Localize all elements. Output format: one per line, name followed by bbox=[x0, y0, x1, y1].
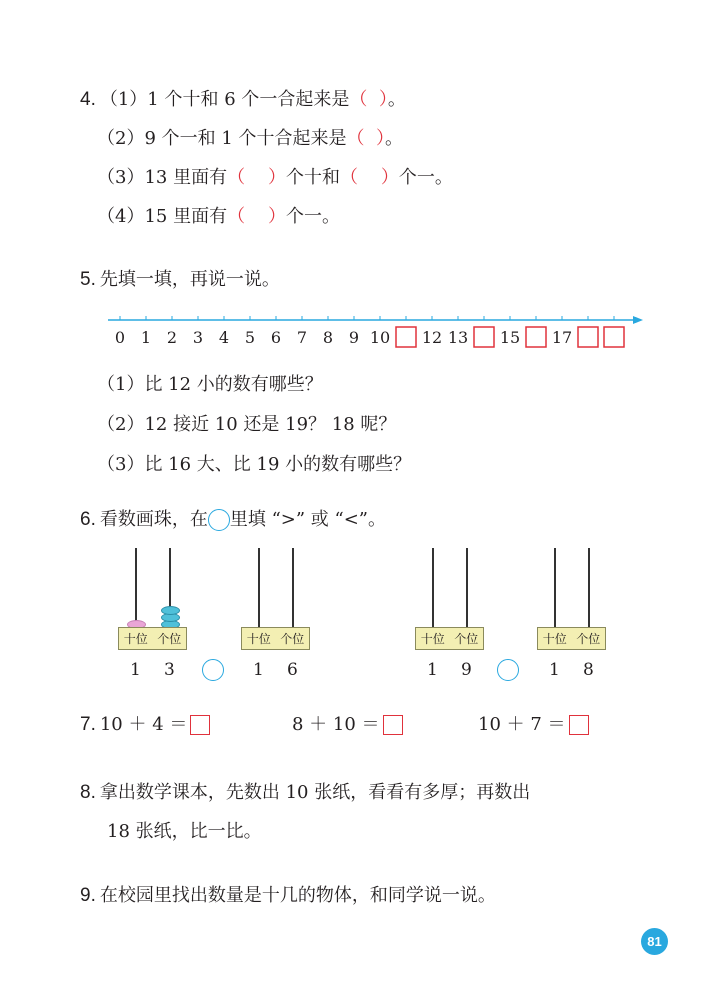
tick-label: 8 bbox=[322, 328, 334, 347]
number-line bbox=[105, 312, 645, 352]
q8-line-1 bbox=[80, 781, 530, 805]
answer-box[interactable] bbox=[190, 715, 210, 735]
q7-eq-2 bbox=[292, 713, 406, 737]
tens-label: 十位 bbox=[542, 632, 567, 646]
ones-rod bbox=[466, 548, 468, 628]
tick-label: 0 bbox=[114, 328, 126, 347]
ones-rod bbox=[588, 548, 590, 628]
q5-title bbox=[80, 268, 280, 292]
q5-item-1: （1）比 12 小的数有哪些？ bbox=[97, 374, 323, 395]
q4-line-3 bbox=[97, 166, 453, 190]
text: 个一。 bbox=[398, 167, 453, 188]
ones-label: 个位 bbox=[157, 632, 182, 646]
q4-line-4 bbox=[97, 205, 340, 229]
blank-close: ） bbox=[245, 206, 286, 227]
tens-digit: 1 bbox=[549, 660, 560, 680]
tens-rod bbox=[258, 548, 260, 628]
blank-open: （ bbox=[349, 89, 368, 110]
blank-open: （ bbox=[227, 206, 246, 227]
question-number: 5. bbox=[80, 269, 96, 290]
q9-line bbox=[80, 884, 496, 908]
compare-circle-1[interactable] bbox=[202, 659, 224, 681]
question-number: 4. bbox=[80, 89, 96, 110]
circle-icon bbox=[208, 509, 230, 531]
ones-digit: 3 bbox=[164, 660, 175, 680]
text: （1）1 个十和 6 个一合起来是 bbox=[99, 89, 350, 110]
ones-digit: 6 bbox=[287, 660, 298, 680]
text: （3）13 里面有 bbox=[97, 167, 228, 188]
tick-label: 3 bbox=[192, 328, 204, 347]
q7-line bbox=[80, 713, 213, 737]
tens-rod bbox=[432, 548, 434, 628]
tens-label: 十位 bbox=[420, 632, 445, 646]
answer-box[interactable] bbox=[396, 327, 416, 347]
place-value-base bbox=[118, 627, 187, 650]
blank-close: ） bbox=[245, 167, 286, 188]
blank-close: ） bbox=[367, 89, 388, 110]
text: 。 bbox=[387, 89, 406, 110]
tick-label: 10 bbox=[369, 328, 391, 347]
q4-line-2 bbox=[97, 127, 403, 151]
answer-box[interactable] bbox=[604, 327, 624, 347]
ones-label: 个位 bbox=[454, 632, 479, 646]
question-number: 6. bbox=[80, 509, 96, 530]
text: 里填 “>” 或 “<”。 bbox=[229, 509, 386, 530]
tick-label: 7 bbox=[296, 328, 308, 347]
text: 个十和 bbox=[285, 167, 340, 188]
equation: 10 ＋ 7 ＝ bbox=[478, 714, 566, 735]
tens-digit: 1 bbox=[253, 660, 264, 680]
tick-label: 9 bbox=[348, 328, 360, 347]
tick-label: 12 bbox=[421, 328, 443, 347]
ones-digit: 8 bbox=[583, 660, 594, 680]
blank-open: （ bbox=[346, 128, 365, 149]
tens-digit: 1 bbox=[130, 660, 141, 680]
tick-label: 1 bbox=[140, 328, 152, 347]
blank-open: （ bbox=[227, 167, 246, 188]
place-value-base bbox=[537, 627, 606, 650]
text: （4）15 里面有 bbox=[97, 206, 228, 227]
q8-line-2: 18 张纸，比一比。 bbox=[107, 821, 262, 842]
text: 看数画珠，在 bbox=[99, 509, 208, 530]
tens-digit: 1 bbox=[427, 660, 438, 680]
tick-label: 13 bbox=[447, 328, 469, 347]
question-number: 8. bbox=[80, 782, 96, 803]
answer-box[interactable] bbox=[526, 327, 546, 347]
equation: 8 ＋ 10 ＝ bbox=[292, 714, 380, 735]
text: 在校园里找出数量是十几的物体，和同学说一说。 bbox=[99, 885, 496, 906]
ones-label: 个位 bbox=[280, 632, 305, 646]
text: 拿出数学课本，先数出 10 张纸，看看有多厚；再数出 bbox=[99, 782, 531, 803]
q4-line-1 bbox=[80, 88, 406, 112]
tens-label: 十位 bbox=[246, 632, 271, 646]
q7-eq-3 bbox=[478, 713, 592, 737]
text: 个一。 bbox=[285, 206, 340, 227]
blank-open: （ bbox=[339, 167, 358, 188]
tick-label: 17 bbox=[551, 328, 573, 347]
tick-label: 4 bbox=[218, 328, 230, 347]
arrow-head bbox=[633, 316, 643, 324]
q6-title bbox=[80, 508, 386, 532]
tick-label: 5 bbox=[244, 328, 256, 347]
tens-rod bbox=[554, 548, 556, 628]
answer-box[interactable] bbox=[569, 715, 589, 735]
ones-bead bbox=[161, 606, 180, 615]
tens-rod bbox=[135, 548, 137, 628]
tick-label: 6 bbox=[270, 328, 282, 347]
text: 。 bbox=[384, 128, 403, 149]
q5-item-3: （3）比 16 大、比 19 小的数有哪些？ bbox=[97, 454, 412, 475]
tens-label: 十位 bbox=[123, 632, 148, 646]
blank-close: ） bbox=[357, 167, 399, 188]
page-number: 81 bbox=[641, 928, 668, 955]
question-number: 9. bbox=[80, 885, 96, 906]
equation: 10 ＋ 4 ＝ bbox=[99, 714, 188, 735]
ones-label: 个位 bbox=[576, 632, 601, 646]
text: （2）9 个一和 1 个十合起来是 bbox=[97, 128, 347, 149]
ones-digit: 9 bbox=[461, 660, 472, 680]
tick-label: 15 bbox=[499, 328, 521, 347]
text: 先填一填，再说一说。 bbox=[99, 269, 280, 290]
compare-circle-2[interactable] bbox=[497, 659, 519, 681]
answer-box[interactable] bbox=[474, 327, 494, 347]
tick-label: 2 bbox=[166, 328, 178, 347]
answer-box[interactable] bbox=[578, 327, 598, 347]
question-number: 7. bbox=[80, 714, 96, 735]
place-value-base bbox=[415, 627, 484, 650]
blank-close: ） bbox=[364, 128, 385, 149]
answer-box[interactable] bbox=[383, 715, 403, 735]
place-value-base bbox=[241, 627, 310, 650]
q5-item-2: （2）12 接近 10 还是 19？ 18 呢？ bbox=[97, 414, 397, 435]
ones-rod bbox=[292, 548, 294, 628]
